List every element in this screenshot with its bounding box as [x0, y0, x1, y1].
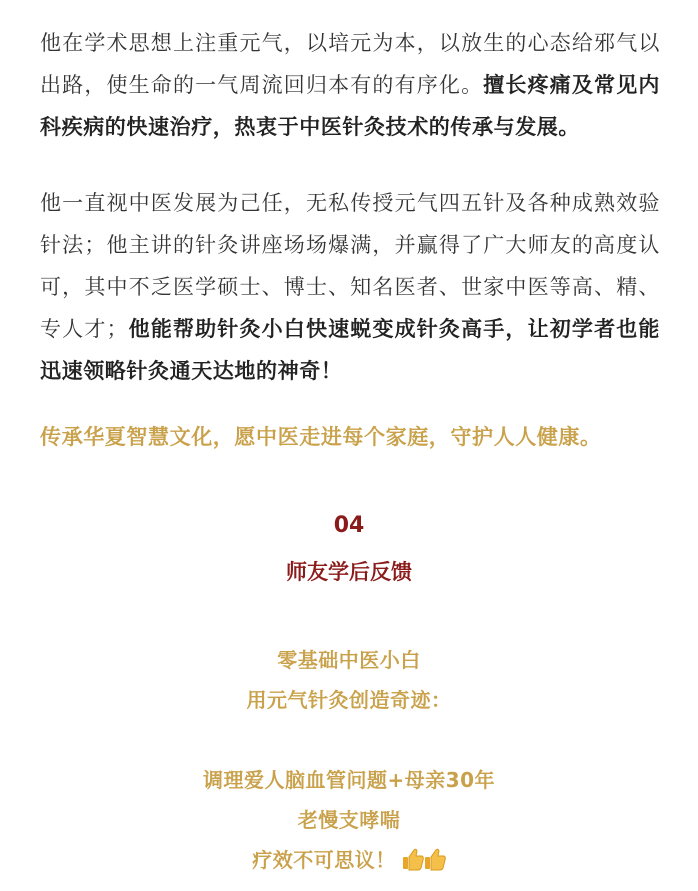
feedback-line-3: 调理爱人脑血管问题+母亲30年: [202, 768, 496, 792]
intro-paragraph-1: [40, 22, 660, 148]
section-title: 师友学后反馈: [286, 560, 412, 584]
section-number: 04: [333, 513, 365, 538]
p1-bold-text: 擅长疼痛及常见内科疾病的快速治疗，热衷于中医针灸技术的传承与发展。: [40, 73, 660, 139]
p2-bold-text: 他能帮助针灸小白快速蜕变成针灸高手，让初学者也能迅速领略针灸通天达地的神奇！: [40, 317, 660, 383]
feedback-line-2: 用元气针灸创造奇迹：: [246, 688, 452, 712]
feedback-line-1: 零基础中医小白: [277, 648, 421, 672]
intro-paragraph-2: [40, 182, 660, 392]
p1-line2: 以出路，使生命的一气周流回归本有的有序化。: [40, 31, 660, 97]
feedback-line-4: 老慢支哮喘: [297, 808, 401, 832]
thumbs-up-icon: [402, 847, 446, 871]
p2-text: 他一直视中医发展为己任，无私传授元气四五针及各种成熟效验针法；他主讲的针灸讲座场场爆满，并赢得了广大师友的高度认可，其中不乏医学硕士、博士、知名医者、世家中医等高、精、专人才；: [40, 191, 660, 341]
feedback-line-5: [0, 840, 698, 880]
p1-line1: 他在学术思想上注重元气，以培元为本，以放生的心态给邪气: [40, 31, 639, 55]
feedback-line-5-text: 疗效不可思议！: [252, 848, 396, 872]
mission-statement: 传承华夏智慧文化，愿中医走进每个家庭，守护人人健康。: [40, 425, 602, 449]
